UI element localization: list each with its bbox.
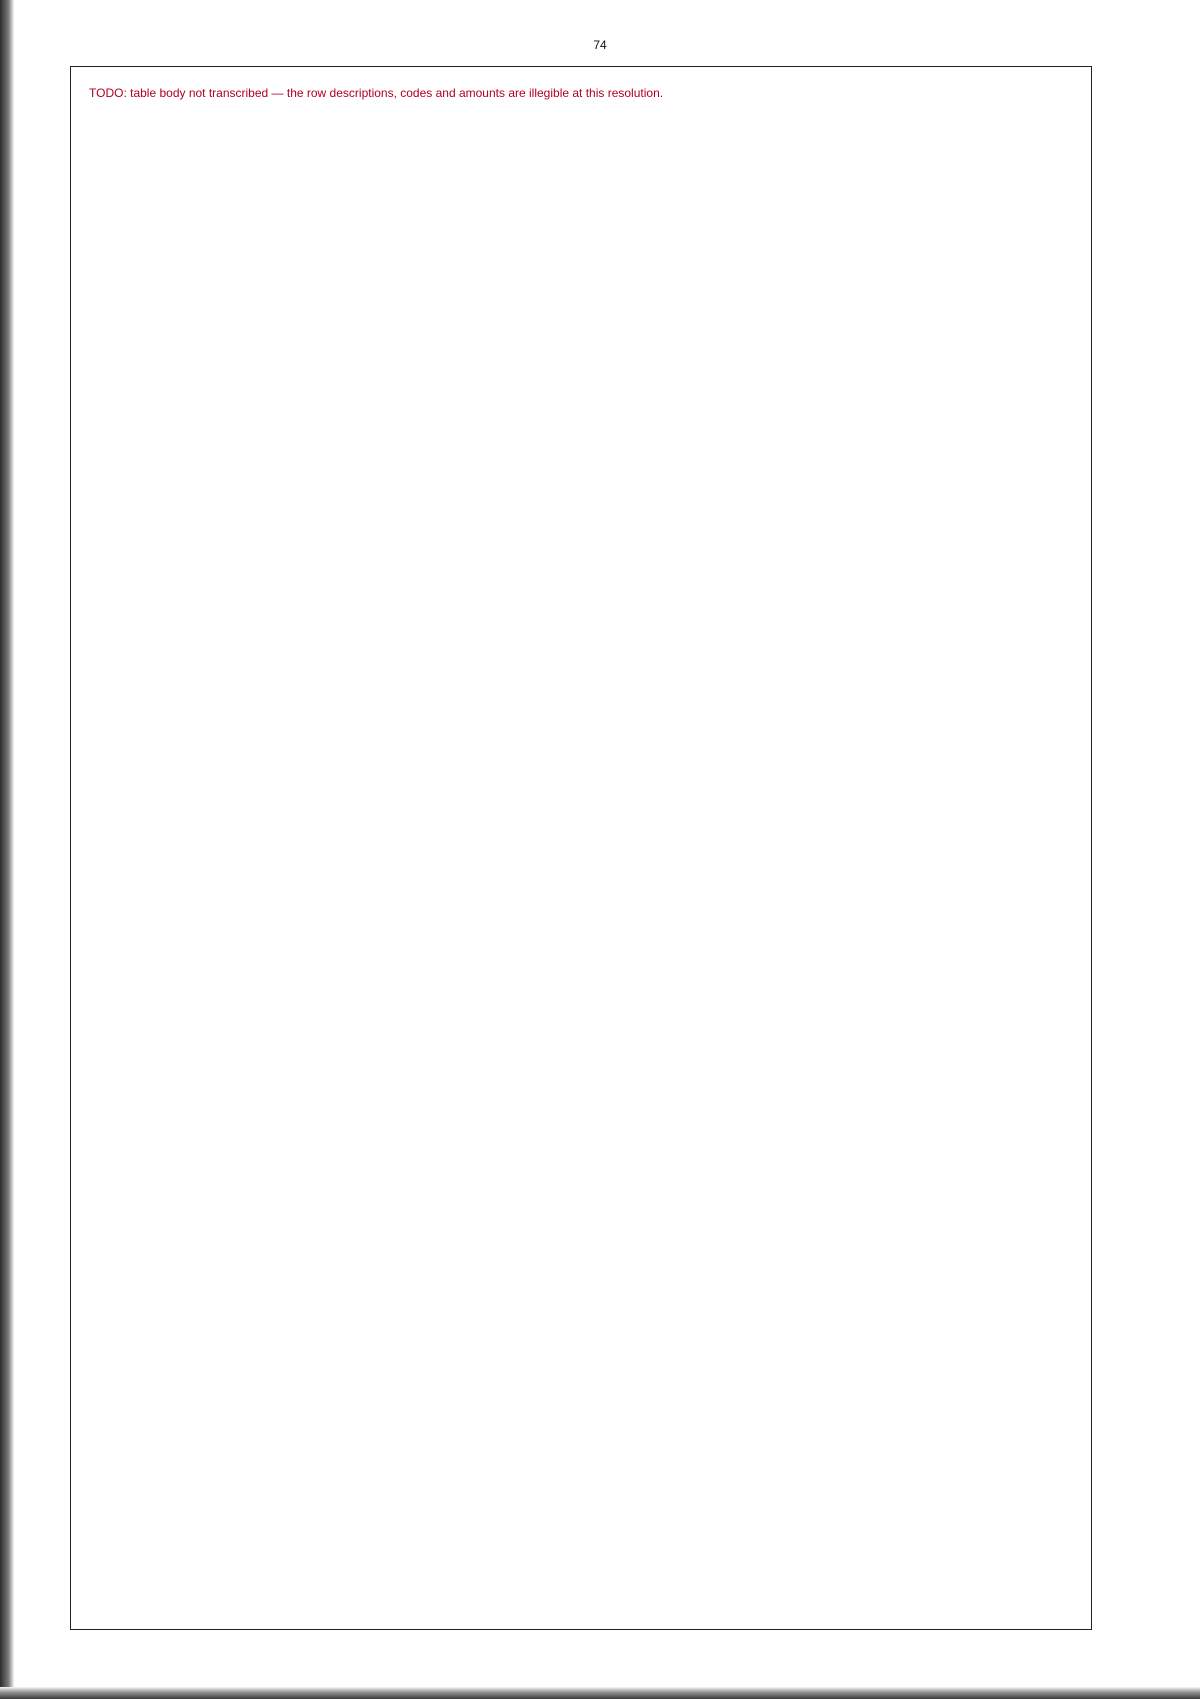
budget-table-frame [70,66,1092,1630]
scan-edge-left [0,0,14,1699]
scan-edge-bottom [0,1687,1200,1699]
transcription-placeholder: TODO: table body not transcribed — the row descriptions, codes and amounts are illegible at this resolution. [89,86,664,100]
page-number: 74 [593,38,607,52]
